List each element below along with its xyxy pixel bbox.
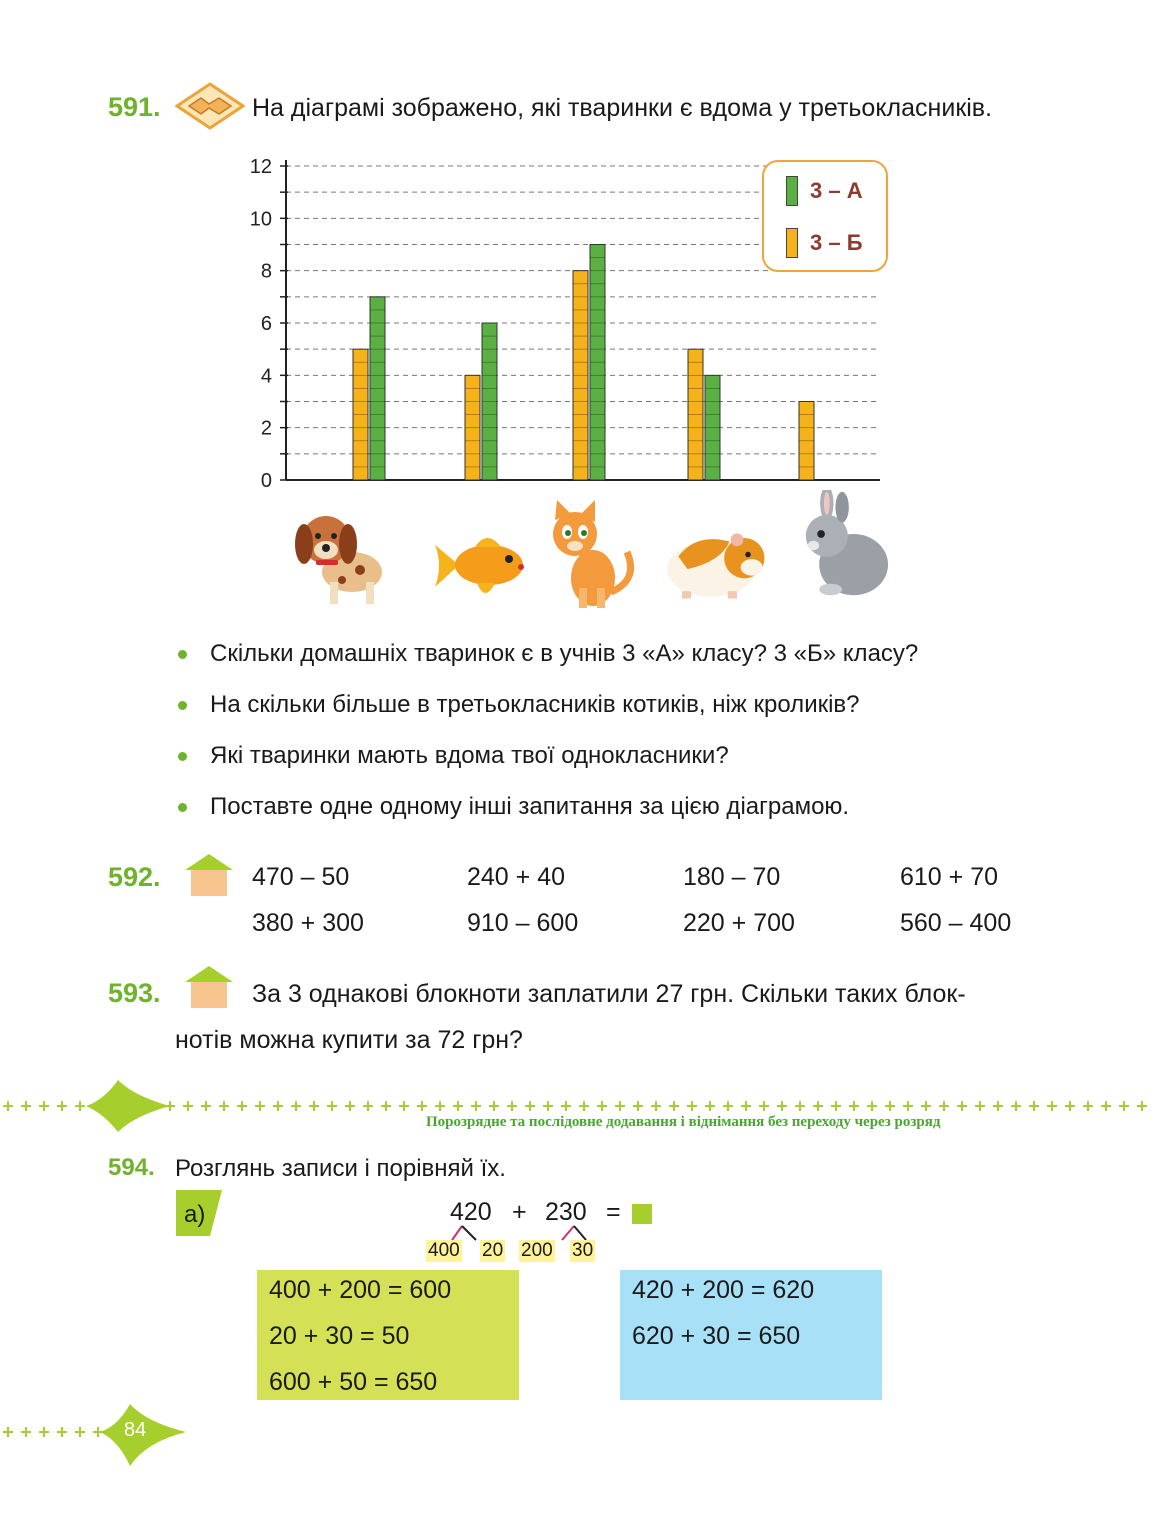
goldfish-icon (425, 515, 535, 625)
piece-hundreds-b: 200 (521, 1240, 553, 1261)
ornament-cross (1137, 1101, 1147, 1111)
house-icon (183, 852, 235, 898)
ornament-cross (777, 1101, 787, 1111)
cat-icon (535, 500, 645, 610)
exercise-number-592: 592. (108, 862, 161, 892)
page-number: 84 (124, 1419, 147, 1441)
question-4: Поставте одне одному інші запитання за цією діаграмою. (210, 793, 850, 820)
expression: 380 + 300 (252, 909, 364, 937)
expression: 240 + 40 (467, 863, 566, 891)
handshake-icon (175, 82, 245, 130)
house-icon (183, 964, 235, 1010)
ornament-cross (561, 1101, 571, 1111)
ornament-cross (489, 1101, 499, 1111)
ornament-cross (759, 1101, 769, 1111)
ornament-cross (39, 1427, 49, 1437)
decomposition-lines (440, 1222, 600, 1242)
exercise-591-title: На діаграмі зображено, які тваринки є вдома у третьокласників. (252, 94, 993, 122)
ornament-cross (1101, 1101, 1111, 1111)
addend-a: 420 (450, 1198, 492, 1226)
ornament-cross (795, 1101, 805, 1111)
exercise-594-title: Розглянь записи і порівняй їх. (175, 1155, 506, 1182)
y-tick-label: 10 (249, 208, 272, 231)
ornament-cross (687, 1101, 697, 1111)
legend-label-3a: 3 – А (810, 178, 863, 203)
exercise-593-text-line1: За 3 однакові блокноти заплатили 27 грн. Скільки таких блок- (252, 980, 966, 1008)
y-tick-label: 2 (260, 417, 272, 440)
method-bitwise-box (257, 1270, 519, 1400)
y-tick-label: 0 (260, 470, 272, 492)
y-tick-label: 6 (260, 313, 272, 335)
ornament-cross (39, 1101, 49, 1111)
plus-sign: + (512, 1198, 527, 1226)
addend-b: 230 (545, 1198, 587, 1226)
ornament-cross (417, 1101, 427, 1111)
chart-bars (353, 245, 814, 481)
calc-line: 600 + 50 = 650 (269, 1368, 438, 1396)
exercise-593-text-line2: нотів можна купити за 72 грн? (175, 1026, 523, 1054)
ornament-cross (435, 1101, 445, 1111)
bullet (178, 803, 187, 812)
ornament-cross (471, 1101, 481, 1111)
ornament-cross (975, 1101, 985, 1111)
ornament-cross (345, 1101, 355, 1111)
part-label: а) (184, 1201, 206, 1228)
ornament-cross (633, 1101, 643, 1111)
bullet (178, 701, 187, 710)
calc-line: 420 + 200 = 620 (632, 1276, 815, 1304)
ornament-cross (327, 1101, 337, 1111)
ornament-cross (597, 1101, 607, 1111)
ornament-cross (543, 1101, 553, 1111)
ornament-cross (1029, 1101, 1039, 1111)
bullet (178, 752, 187, 761)
ornament-cross (831, 1101, 841, 1111)
legend-swatch-3b (786, 228, 798, 258)
bullet (178, 650, 187, 659)
ornament-cross (3, 1427, 13, 1437)
piece-tens-b: 30 (572, 1240, 594, 1261)
page-number-ornament (0, 1400, 200, 1470)
section-title: Порозрядне та послідовне додавання і віднімання без переходу через розряд (426, 1114, 941, 1130)
ornament-cross (867, 1101, 877, 1111)
y-tick-label: 8 (260, 260, 272, 283)
ornament-cross (237, 1101, 247, 1111)
ornament-cross (885, 1101, 895, 1111)
ornament-cross (723, 1101, 733, 1111)
ornament-cross (75, 1101, 85, 1111)
ornament-cross (1119, 1101, 1129, 1111)
ornament-cross (507, 1101, 517, 1111)
ornament-cross (219, 1101, 229, 1111)
expression: 220 + 700 (683, 909, 795, 937)
expression: 560 – 400 (900, 909, 1012, 937)
piece-tens-a: 20 (482, 1240, 504, 1261)
ornament-cross (525, 1101, 535, 1111)
ornament-cross (669, 1101, 679, 1111)
ornament-cross (381, 1101, 391, 1111)
ornament-cross (255, 1101, 265, 1111)
calc-line: 620 + 30 = 650 (632, 1322, 801, 1350)
ornament-cross (273, 1101, 283, 1111)
exercise-number-594: 594. (108, 1154, 155, 1181)
ornament-cross (1083, 1101, 1093, 1111)
ornament-cross (903, 1101, 913, 1111)
method-sequential-box (620, 1270, 882, 1400)
ornament-cross (993, 1101, 1003, 1111)
hamster-icon (660, 505, 770, 615)
expression: 910 – 600 (467, 909, 579, 937)
ornament-cross (957, 1101, 967, 1111)
ornament-cross (57, 1101, 67, 1111)
ornament-cross (1065, 1101, 1075, 1111)
exercise-number-591: 591. (108, 92, 161, 122)
ornament-cross (291, 1101, 301, 1111)
ornament-cross (57, 1427, 67, 1437)
ornament-cross (363, 1101, 373, 1111)
ornament-cross (1011, 1101, 1021, 1111)
ornament-cross (939, 1101, 949, 1111)
ornament-cross (75, 1427, 85, 1437)
answer-square (632, 1204, 652, 1224)
question-1: Скільки домашніх тваринок є в учнів 3 «А» класу? 3 «Б» класу? (210, 640, 919, 667)
dog-icon (290, 500, 400, 610)
question-2: На скільки більше в третьокласників котиків, ніж кроликів? (210, 691, 860, 718)
ornament-cross (579, 1101, 589, 1111)
ornament-cross (1047, 1101, 1057, 1111)
equals-sign: = (606, 1198, 621, 1226)
question-3: Які тваринки мають вдома твої однокласники? (210, 742, 729, 769)
ornament-cross (309, 1101, 319, 1111)
ornament-cross (399, 1101, 409, 1111)
ornament-cross (741, 1101, 751, 1111)
ornament-cross (201, 1101, 211, 1111)
chart-legend (762, 160, 888, 272)
ornament-cross (921, 1101, 931, 1111)
calc-line: 20 + 30 = 50 (269, 1322, 410, 1350)
calc-line: 400 + 200 = 600 (269, 1276, 452, 1304)
ornament-cross (849, 1101, 859, 1111)
y-tick-label: 4 (260, 365, 272, 388)
ornament-cross (813, 1101, 823, 1111)
ornament-cross (705, 1101, 715, 1111)
ornament-cross (183, 1101, 193, 1111)
y-tick-label: 12 (249, 156, 272, 178)
ornament-cross (615, 1101, 625, 1111)
ornament-cross (21, 1427, 31, 1437)
rabbit-icon (790, 490, 900, 600)
expression: 470 – 50 (252, 863, 350, 891)
piece-hundreds-a: 400 (428, 1240, 460, 1261)
ornament-cross (453, 1101, 463, 1111)
exercise-number-593: 593. (108, 978, 161, 1008)
expression: 180 – 70 (683, 863, 781, 891)
ornament-cross (3, 1101, 13, 1111)
legend-swatch-3a (786, 176, 798, 206)
expression: 610 + 70 (900, 863, 999, 891)
ornament-cross (21, 1101, 31, 1111)
legend-label-3b: 3 – Б (810, 230, 863, 255)
ornament-cross (651, 1101, 661, 1111)
